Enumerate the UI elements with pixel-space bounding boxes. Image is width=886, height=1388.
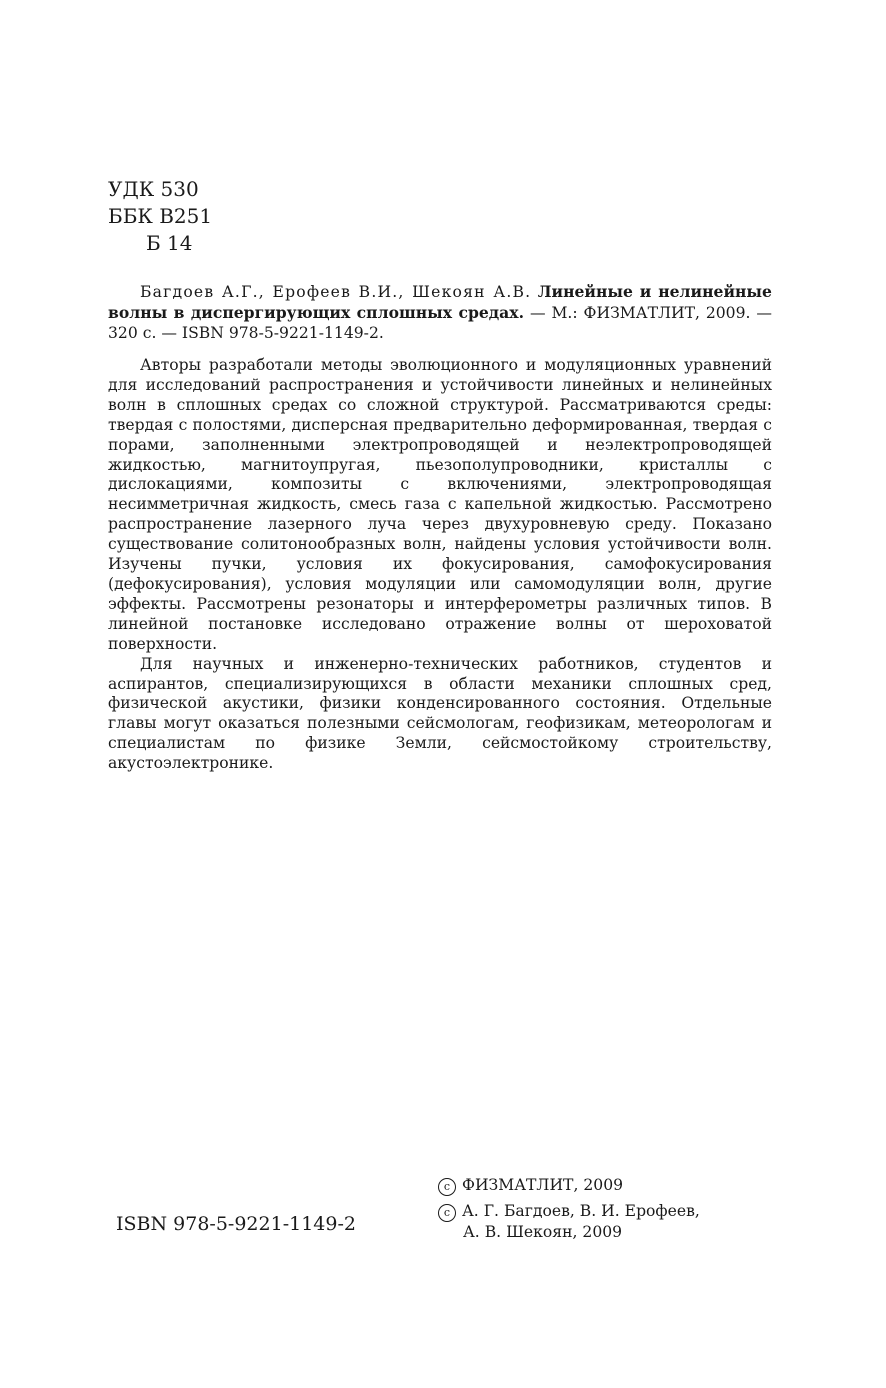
- annotation-paragraph: Для научных и инженерно-технических работников, студентов и аспирантов, специализирующихся в области механики сплошных сред, физической акустики, физики конденсированного состояния. Отдельные главы могут оказаться полезными сейсмологам, геофизикам, метеорологам и специалистам по физике Земли, сейсмостойкому строительству, акустоэлектронике.: [108, 654, 772, 773]
- classifier-block: [108, 176, 212, 257]
- bibliographic-record: [108, 282, 772, 344]
- copyright-icon: c: [438, 1178, 456, 1196]
- copyright-publisher: [438, 1175, 623, 1196]
- bib-authors: Багдоев А.Г., Ерофеев В.И., Шекоян А.В.: [140, 283, 532, 301]
- annotation-paragraph: Авторы разработали методы эволюционного и модуляционных уравнений для исследований распространения и устойчивости линейных и нелинейных волн в сплошных средах со сложной структурой. Рассматриваются среды: твердая с полостями, дисперсная предварительно деформированная, твердая с порами, заполненными электропроводящей и неэлектропроводящей жидкостью, магнитоупругая, пьезополупроводники, кристаллы с дислокациями, композиты с включениями, электропроводящая несимметричная жидкость, смесь газа с капельной жидкостью. Рассмотрено распространение лазерного луча через двухуровневую среду. Показано существование солитонообразных волн, найдены условия устойчивости волн. Изучены пучки, условия их фокусирования, самофокусирования (дефокусирования), условия модуляции или самомодуляции волн, другие эффекты. Рассмотрены резонаторы и интерферометры различных типов. В линейной постановке исследовано отражение волны от шероховатой поверхности.: [108, 356, 772, 653]
- isbn-footer: ISBN 978-5-9221-1149-2: [116, 1213, 356, 1235]
- copyright-publisher-text: ФИЗМАТЛИТ, 2009: [462, 1176, 624, 1194]
- copyright-authors-text: А. В. Шекоян, 2009: [463, 1223, 623, 1241]
- copyright-icon: c: [438, 1204, 456, 1222]
- bib-title: Линейные и нелинейные волны в диспергирующих сплошных средах.: [108, 282, 772, 322]
- annotation: [108, 356, 772, 774]
- bbk-code: ББК В251: [108, 204, 213, 228]
- copyright-authors: [438, 1201, 700, 1242]
- udk-code: УДК 530: [108, 177, 199, 201]
- bib-imprint: — М.: ФИЗМАТЛИТ, 2009. — 320 с. — ISBN 978-5-9221-1149-2.: [108, 303, 772, 342]
- copyright-authors-text: А. Г. Багдоев, В. И. Ерофеев,: [462, 1202, 700, 1220]
- author-mark: Б 14: [146, 231, 193, 255]
